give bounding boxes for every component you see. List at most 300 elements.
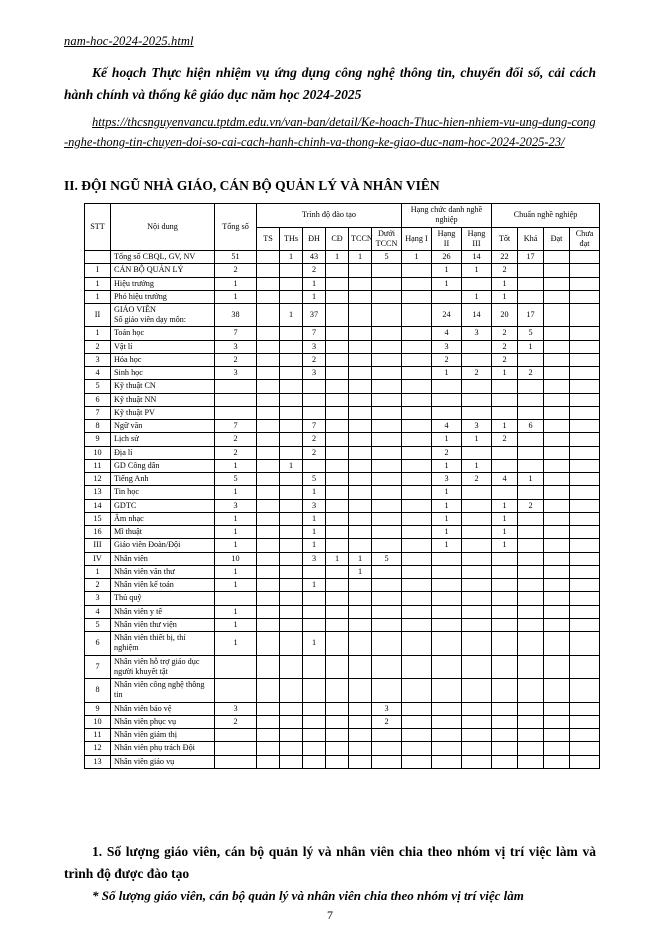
cell-ths (280, 605, 303, 618)
table-row (85, 729, 600, 742)
cell-chuadat (570, 579, 600, 592)
cell-h3 (462, 618, 492, 631)
cell-tot (492, 605, 518, 618)
cell-h1 (402, 512, 432, 525)
cell-h3 (462, 632, 492, 656)
cell-h3 (462, 729, 492, 742)
cell-stt: 11 (85, 729, 111, 742)
cell-ths (280, 539, 303, 552)
cell-chuadat (570, 679, 600, 703)
table-row (85, 539, 600, 552)
cell-chuadat (570, 486, 600, 499)
cell-stt: 1 (85, 565, 111, 578)
cell-duoi (372, 592, 402, 605)
cell-h2: 4 (432, 420, 462, 433)
th-hang-ii: Hạng II (432, 227, 462, 251)
cell-stt: 10 (85, 446, 111, 459)
cell-tccn (349, 473, 372, 486)
cell-dh (303, 605, 326, 618)
cell-kha (518, 552, 544, 565)
cell-cd (326, 702, 349, 715)
cell-tccn (349, 632, 372, 656)
cell-tong-so: 3 (215, 340, 257, 353)
cell-cd (326, 290, 349, 303)
cell-noi-dung: Nhân viên giáo vụ (111, 755, 215, 768)
cell-noi-dung: Nhân viên phục vụ (111, 715, 215, 728)
cell-ths (280, 264, 303, 277)
cell-h1 (402, 446, 432, 459)
cell-dh (303, 393, 326, 406)
cell-tong-so: 1 (215, 605, 257, 618)
page-number: 7 (327, 908, 333, 922)
th-hang-chuc-danh: Hạng chức danh nghề nghiệp (402, 204, 492, 228)
cell-tong-so: 1 (215, 290, 257, 303)
cell-noi-dung: Nhân viên bảo vệ (111, 702, 215, 715)
cell-tccn (349, 277, 372, 290)
cell-h1 (402, 290, 432, 303)
cell-h2: 1 (432, 459, 462, 472)
cell-h1 (402, 473, 432, 486)
cell-chuadat (570, 290, 600, 303)
cell-kha: 1 (518, 473, 544, 486)
cell-dh: 7 (303, 420, 326, 433)
cell-noi-dung: Nhân viên công nghệ thông tin (111, 679, 215, 703)
cell-duoi (372, 420, 402, 433)
cell-h2 (432, 406, 462, 419)
cell-h2: 2 (432, 446, 462, 459)
cell-dh (303, 755, 326, 768)
cell-tot: 1 (492, 290, 518, 303)
cell-h2 (432, 393, 462, 406)
table-row (85, 353, 600, 366)
cell-ths (280, 579, 303, 592)
cell-ths (280, 632, 303, 656)
cell-h2: 1 (432, 367, 462, 380)
table-row (85, 277, 600, 290)
th-tong-so: Tổng số (215, 204, 257, 251)
cell-tccn (349, 526, 372, 539)
cell-stt: 3 (85, 592, 111, 605)
cell-tong-so (215, 755, 257, 768)
th-trinh-do-dao-tao: Trình độ đào tạo (257, 204, 402, 228)
cell-h1 (402, 327, 432, 340)
cell-noi-dung: Kỹ thuật CN (111, 380, 215, 393)
cell-noi-dung: Nhân viên kế toán (111, 579, 215, 592)
cell-dh (303, 702, 326, 715)
th-cd: CĐ (326, 227, 349, 251)
th-noi-dung: Nội dung (111, 204, 215, 251)
cell-tong-so: 2 (215, 264, 257, 277)
table-row (85, 380, 600, 393)
cell-ts (257, 486, 280, 499)
cell-tot (492, 755, 518, 768)
cell-h2 (432, 632, 462, 656)
cell-ts (257, 618, 280, 631)
cell-h3 (462, 380, 492, 393)
cell-h2 (432, 702, 462, 715)
cell-h2 (432, 380, 462, 393)
cell-h2 (432, 618, 462, 631)
section-heading: II. ĐỘI NGŨ NHÀ GIÁO, CÁN BỘ QUẢN LÝ VÀ NHÂN VIÊN (64, 178, 440, 193)
cell-h3: 1 (462, 290, 492, 303)
cell-cd (326, 277, 349, 290)
table-body (85, 251, 600, 769)
cell-h2: 1 (432, 499, 462, 512)
cell-ts (257, 632, 280, 656)
cell-tong-so: 7 (215, 420, 257, 433)
cell-chuadat (570, 526, 600, 539)
cell-duoi (372, 512, 402, 525)
th-hang-i: Hạng I (402, 227, 432, 251)
cell-chuadat (570, 655, 600, 679)
cell-h3: 14 (462, 251, 492, 264)
cell-tong-so: 3 (215, 499, 257, 512)
cell-kha (518, 539, 544, 552)
cell-h3 (462, 526, 492, 539)
cell-h1 (402, 552, 432, 565)
cell-dh: 7 (303, 327, 326, 340)
cell-tot (492, 592, 518, 605)
cell-tong-so: 1 (215, 539, 257, 552)
th-tccn: TCCN (349, 227, 372, 251)
cell-cd: 1 (326, 251, 349, 264)
cell-chuadat (570, 367, 600, 380)
document-title: Kế hoạch Thực hiện nhiệm vụ ứng dụng công nghệ thông tin, chuyển đổi số, cải cách hành chính và thống kê giáo dục năm học 2024-2025 (64, 65, 596, 103)
cell-duoi (372, 433, 402, 446)
cell-dat (544, 755, 570, 768)
cell-tong-so: 1 (215, 277, 257, 290)
cell-tot (492, 380, 518, 393)
cell-stt: 2 (85, 340, 111, 353)
cell-cd (326, 499, 349, 512)
cell-tot: 1 (492, 512, 518, 525)
cell-ts (257, 565, 280, 578)
cell-tong-so (215, 655, 257, 679)
table-row (85, 512, 600, 525)
table-row (85, 605, 600, 618)
cell-cd (326, 592, 349, 605)
table-row (85, 592, 600, 605)
cell-cd: 1 (326, 552, 349, 565)
cell-ts (257, 729, 280, 742)
cell-noi-dung: Sinh học (111, 367, 215, 380)
cell-tccn (349, 618, 372, 631)
cell-noi-dung: Nhân viên thiết bị, thí nghiệm (111, 632, 215, 656)
cell-ths (280, 755, 303, 768)
cell-h1 (402, 742, 432, 755)
cell-stt: 12 (85, 473, 111, 486)
cell-stt: III (85, 539, 111, 552)
cell-kha (518, 446, 544, 459)
cell-ths (280, 715, 303, 728)
cell-ts (257, 459, 280, 472)
th-hang-iii: Hạng III (462, 227, 492, 251)
cell-kha (518, 632, 544, 656)
cell-h2: 26 (432, 251, 462, 264)
cell-tot: 2 (492, 353, 518, 366)
cell-h1 (402, 264, 432, 277)
cell-h2 (432, 742, 462, 755)
cell-h1 (402, 565, 432, 578)
cell-tong-so: 5 (215, 473, 257, 486)
cell-ths (280, 420, 303, 433)
cell-chuadat (570, 632, 600, 656)
cell-chuadat (570, 565, 600, 578)
cell-noi-dung: Phó hiệu trưởng (111, 290, 215, 303)
cell-dat (544, 605, 570, 618)
cell-h2: 24 (432, 304, 462, 327)
cell-ts (257, 367, 280, 380)
cell-dat (544, 715, 570, 728)
cell-ts (257, 353, 280, 366)
cell-cd (326, 679, 349, 703)
cell-stt: 1 (85, 290, 111, 303)
cell-tong-so: 10 (215, 552, 257, 565)
cell-noi-dung: Kỹ thuật PV (111, 406, 215, 419)
cell-tccn (349, 579, 372, 592)
cell-ts (257, 526, 280, 539)
cell-tong-so: 2 (215, 433, 257, 446)
table-header (85, 204, 600, 251)
cell-kha (518, 526, 544, 539)
cell-duoi: 5 (372, 552, 402, 565)
cell-chuadat (570, 499, 600, 512)
cell-noi-dung: Lịch sử (111, 433, 215, 446)
cell-h3: 1 (462, 264, 492, 277)
cell-h3 (462, 592, 492, 605)
cell-noi-dung: Địa lí (111, 446, 215, 459)
cell-dat (544, 327, 570, 340)
cell-kha (518, 605, 544, 618)
cell-h1 (402, 367, 432, 380)
cell-stt: 14 (85, 499, 111, 512)
cell-h3 (462, 655, 492, 679)
cell-duoi (372, 277, 402, 290)
th-dat: Đạt (544, 227, 570, 251)
cell-tccn (349, 539, 372, 552)
cell-noi-dung: Vật lí (111, 340, 215, 353)
cell-tot (492, 632, 518, 656)
cell-kha (518, 715, 544, 728)
cell-tong-so: 1 (215, 526, 257, 539)
cell-h1 (402, 579, 432, 592)
cell-dh: 43 (303, 251, 326, 264)
cell-h1 (402, 277, 432, 290)
cell-h3 (462, 565, 492, 578)
cell-cd (326, 433, 349, 446)
cell-dh (303, 380, 326, 393)
cell-tccn (349, 755, 372, 768)
th-ths: THs (280, 227, 303, 251)
cell-dh (303, 618, 326, 631)
cell-stt (85, 251, 111, 264)
cell-duoi: 5 (372, 251, 402, 264)
cell-h2: 1 (432, 277, 462, 290)
cell-tot (492, 459, 518, 472)
cell-tot (492, 618, 518, 631)
source-filename: nam-hoc-2024-2025.html (64, 34, 194, 48)
cell-h2: 1 (432, 512, 462, 525)
cell-h3: 1 (462, 459, 492, 472)
cell-noi-dung: Nhân viên hỗ trợ giáo dục người khuyết tật (111, 655, 215, 679)
cell-duoi (372, 327, 402, 340)
cell-stt: 5 (85, 380, 111, 393)
cell-dat (544, 353, 570, 366)
cell-h2 (432, 605, 462, 618)
cell-cd (326, 729, 349, 742)
cell-tong-so: 1 (215, 579, 257, 592)
cell-tong-so (215, 406, 257, 419)
th-chuan-nghe-nghiep: Chuẩn nghề nghiệp (492, 204, 600, 228)
cell-tot: 1 (492, 277, 518, 290)
cell-chuadat (570, 433, 600, 446)
cell-chuadat (570, 393, 600, 406)
cell-tccn (349, 702, 372, 715)
cell-dh: 2 (303, 353, 326, 366)
cell-tccn (349, 592, 372, 605)
cell-dh (303, 715, 326, 728)
cell-stt: 6 (85, 632, 111, 656)
table-row (85, 632, 600, 656)
cell-h1 (402, 539, 432, 552)
cell-duoi (372, 367, 402, 380)
cell-dh (303, 565, 326, 578)
cell-ths (280, 512, 303, 525)
cell-dat (544, 499, 570, 512)
cell-h2: 1 (432, 264, 462, 277)
cell-tot: 20 (492, 304, 518, 327)
cell-stt: 13 (85, 486, 111, 499)
cell-dh: 1 (303, 539, 326, 552)
cell-kha: 6 (518, 420, 544, 433)
cell-ts (257, 251, 280, 264)
cell-kha (518, 702, 544, 715)
cell-ths (280, 380, 303, 393)
cell-noi-dung: Nhân viên văn thư (111, 565, 215, 578)
cell-cd (326, 742, 349, 755)
cell-kha (518, 433, 544, 446)
cell-tccn (349, 715, 372, 728)
cell-kha: 17 (518, 304, 544, 327)
cell-h3 (462, 679, 492, 703)
cell-h2: 4 (432, 327, 462, 340)
table-row (85, 715, 600, 728)
table-row (85, 251, 600, 264)
cell-h1 (402, 618, 432, 631)
cell-stt: 3 (85, 353, 111, 366)
cell-h1 (402, 380, 432, 393)
cell-cd (326, 380, 349, 393)
table-row (85, 459, 600, 472)
cell-noi-dung: Âm nhạc (111, 512, 215, 525)
cell-ths: 1 (280, 251, 303, 264)
cell-stt: 7 (85, 406, 111, 419)
cell-cd (326, 632, 349, 656)
cell-h3 (462, 486, 492, 499)
th-kha: Khá (518, 227, 544, 251)
cell-tot (492, 655, 518, 679)
table-row (85, 499, 600, 512)
cell-duoi (372, 353, 402, 366)
cell-h1 (402, 655, 432, 679)
cell-ths (280, 367, 303, 380)
cell-h2 (432, 655, 462, 679)
cell-h1 (402, 592, 432, 605)
cell-dh: 1 (303, 632, 326, 656)
cell-stt: 9 (85, 702, 111, 715)
cell-dh (303, 679, 326, 703)
table-row (85, 340, 600, 353)
table-row (85, 304, 600, 327)
cell-noi-dung-main: GIÁO VIÊN (114, 305, 156, 314)
cell-ths (280, 592, 303, 605)
cell-cd (326, 327, 349, 340)
cell-h1: 1 (402, 251, 432, 264)
cell-tot: 1 (492, 539, 518, 552)
cell-stt: 9 (85, 433, 111, 446)
cell-dh: 1 (303, 579, 326, 592)
table-row (85, 393, 600, 406)
cell-tong-so (215, 729, 257, 742)
cell-stt: 13 (85, 755, 111, 768)
cell-noi-dung: Nhân viên phụ trách Đội (111, 742, 215, 755)
cell-h1 (402, 420, 432, 433)
cell-h1 (402, 486, 432, 499)
cell-duoi (372, 539, 402, 552)
cell-h1 (402, 729, 432, 742)
cell-noi-dung: Hiệu trưởng (111, 277, 215, 290)
cell-ts (257, 290, 280, 303)
cell-noi-dung: Toán học (111, 327, 215, 340)
cell-ths (280, 433, 303, 446)
cell-dat (544, 592, 570, 605)
cell-dat (544, 473, 570, 486)
cell-tong-so: 51 (215, 251, 257, 264)
cell-tccn (349, 655, 372, 679)
cell-tccn (349, 486, 372, 499)
cell-noi-dung: Nhân viên (111, 552, 215, 565)
cell-h2: 3 (432, 473, 462, 486)
cell-dat (544, 512, 570, 525)
cell-h1 (402, 304, 432, 327)
cell-tong-so: 7 (215, 327, 257, 340)
cell-h1 (402, 459, 432, 472)
cell-ths (280, 340, 303, 353)
cell-tot (492, 729, 518, 742)
cell-ths: 1 (280, 304, 303, 327)
cell-noi-dung-sub: Số giáo viên dạy môn: (114, 315, 186, 325)
table-row (85, 420, 600, 433)
cell-dh (303, 729, 326, 742)
cell-tot (492, 702, 518, 715)
cell-h2 (432, 552, 462, 565)
table-row (85, 367, 600, 380)
cell-noi-dung: Giáo viên Đoàn/Đội (111, 539, 215, 552)
cell-ths (280, 618, 303, 631)
cell-tot: 1 (492, 526, 518, 539)
cell-tong-so: 2 (215, 446, 257, 459)
cell-dh: 2 (303, 264, 326, 277)
cell-duoi (372, 380, 402, 393)
cell-chuadat (570, 618, 600, 631)
cell-cd (326, 340, 349, 353)
cell-h3 (462, 353, 492, 366)
cell-dh: 1 (303, 486, 326, 499)
cell-kha (518, 486, 544, 499)
cell-noi-dung (111, 304, 215, 327)
th-stt: STT (85, 204, 111, 251)
cell-ths (280, 742, 303, 755)
